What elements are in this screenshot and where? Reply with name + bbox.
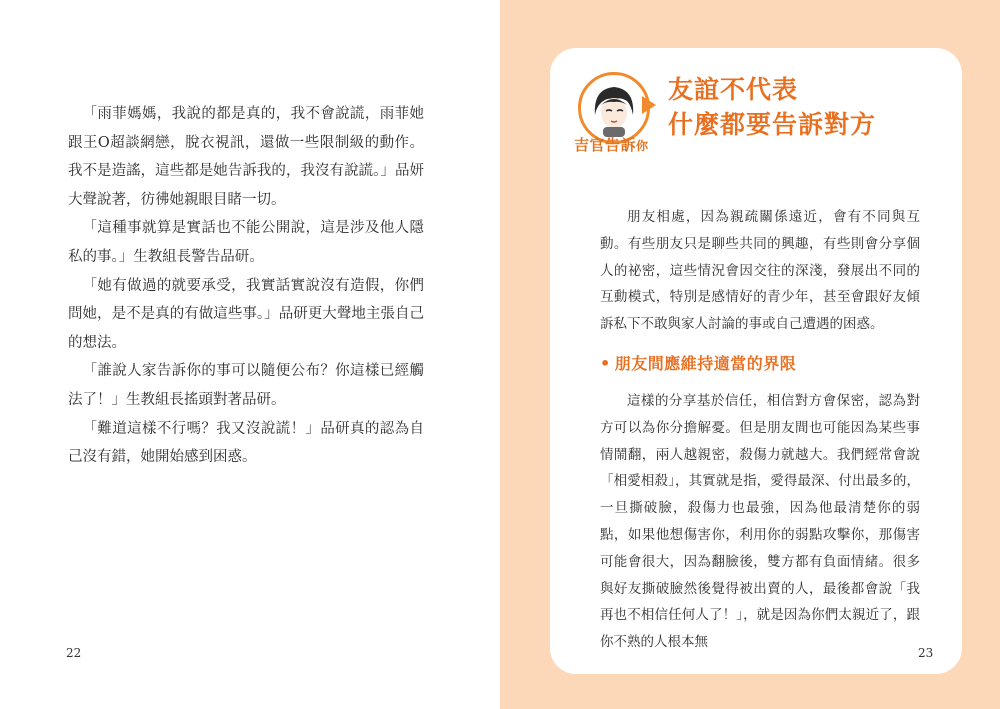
title-line-2: 什麼都要告訴對方 xyxy=(668,110,877,139)
story-paragraph: 「難道這樣不行嗎？我又沒說謊！」品研真的認為自己沒有錯，她開始感到困惑。 xyxy=(68,420,424,466)
story-text xyxy=(68,100,424,472)
right-page xyxy=(500,0,1000,709)
title-line-1: 友誼不代表 xyxy=(668,75,799,104)
speech-tail-icon xyxy=(642,96,656,114)
brand-small: 你 xyxy=(636,139,649,153)
intro-text xyxy=(600,204,920,338)
story-paragraph: 「這種事就算是實話也不能公開說，這是涉及他人隱私的事。」生教組長警告品研。 xyxy=(68,220,424,265)
story-paragraph: 「她有做過的就要承受，我實話實說沒有造假，你們問她，是不是真的有做這些事。」品研更大聲地主張自己的想法。 xyxy=(68,277,424,351)
story-paragraph: 「雨菲媽媽，我說的都是真的，我不會說謊，雨菲她跟王O超談網戀，脫衣視訊，還做一些限制級的動作。我不是造謠，這些都是她告訴我的，我沒有說謊。」品妍大聲說著，彷彿她親眼目睹一切。 xyxy=(68,106,424,208)
section-heading-text: 朋友間應維持適當的界限 xyxy=(614,354,797,373)
page-number-right: 23 xyxy=(918,646,934,660)
story-paragraph: 「誰說人家告訴你的事可以隨便公布？你這樣已經觸法了！」生教組長搖頭對著品研。 xyxy=(68,363,424,408)
page-number-left: 22 xyxy=(66,646,82,660)
section-heading xyxy=(600,351,930,374)
page-title xyxy=(668,72,948,142)
advice-card xyxy=(550,48,962,674)
column-brand xyxy=(574,134,674,155)
brand-main: 吉官告訴 xyxy=(574,136,637,154)
bullet-icon: • xyxy=(600,354,611,373)
body-text xyxy=(600,388,920,651)
intro-paragraph: 朋友相處，因為親疏關係遠近，會有不同與互動。有些朋友只是聊些共同的興趣，有些則會分享個人的祕密，這些情況會因交往的深淺，發展出不同的互動模式，特別是感情好的青少年，甚至會跟好友傾訴私下不敢與家人討論的事或自己遭遇的困惑。 xyxy=(600,209,920,333)
body-paragraph: 這樣的分享基於信任，相信對方會保密，認為對方可以為你分擔解憂。但是朋友間也可能因為某些事情鬧翻，兩人越親密，殺傷力就越大。我們經常會說「相愛相殺」，其實就是指，愛得最深、付出最多的，一旦撕破臉，殺傷力也最強，因為他最清楚你的弱點，如果他想傷害你，利用你的弱點攻擊你，那傷害可能會很大，因為翻臉後，雙方都有負面情緒。很多與好友撕破臉然後覺得被出賣的人，最後都會說「我再也不相信任何人了！」，就是因為你們太親近了，跟你不熟的人根本無 xyxy=(600,393,920,651)
